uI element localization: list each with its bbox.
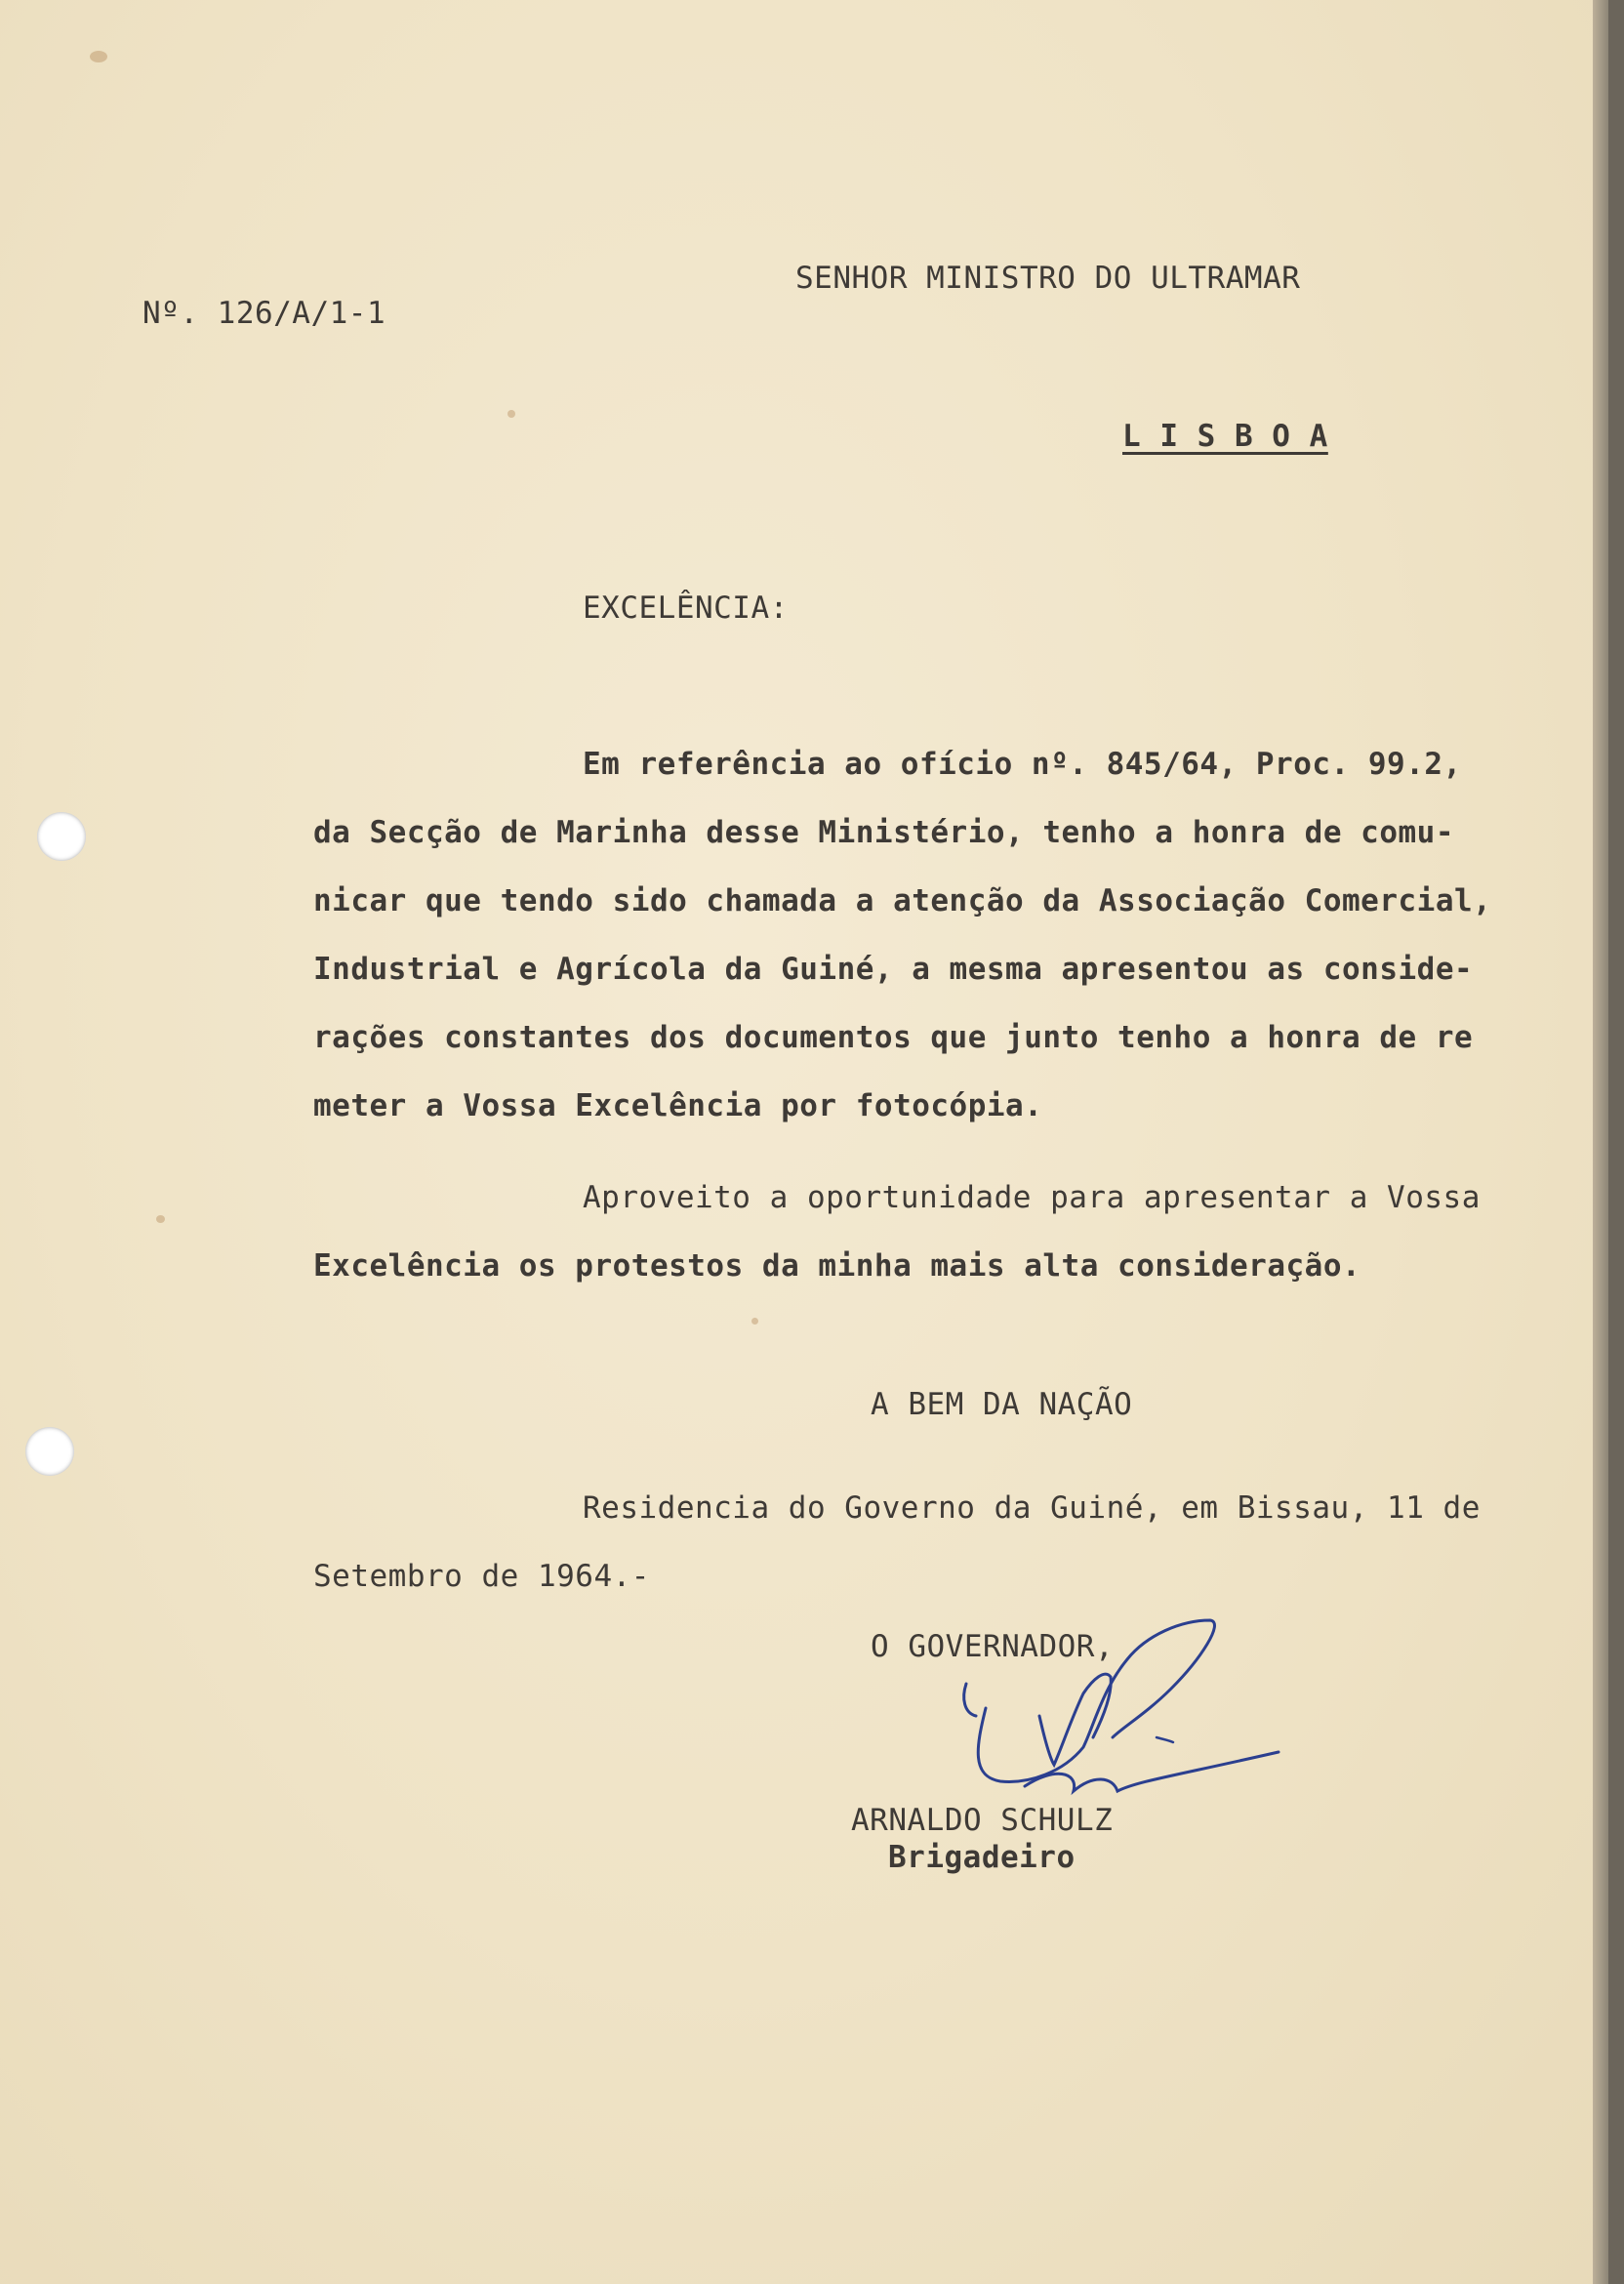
punch-hole-top: [37, 812, 86, 861]
signatory-title: O GOVERNADOR,: [871, 1629, 1115, 1664]
paragraph-2-line: Aproveito a oportunidade para apresentar a Vossa: [583, 1180, 1481, 1215]
stain-mark: [156, 1215, 165, 1223]
paragraph-1-line: rações constantes dos documentos que junto tenho a honra de re: [313, 1020, 1474, 1055]
place-date-line: Residencia do Governo da Guiné, em Bissau, 11 de: [583, 1490, 1481, 1526]
punch-hole-bottom: [25, 1427, 74, 1476]
signatory-rank: Brigadeiro: [888, 1840, 1076, 1875]
paper-edge: [1593, 0, 1608, 2284]
place-date-line: Setembro de 1964.-: [313, 1559, 650, 1594]
paragraph-2-line: Excelência os protestos da minha mais alta consideração.: [313, 1248, 1361, 1284]
handwritten-signature: [947, 1601, 1308, 1815]
signatory-name: ARNALDO SCHULZ: [851, 1803, 1114, 1838]
reference-number: Nº. 126/A/1-1: [142, 296, 386, 331]
paragraph-1-line: meter a Vossa Excelência por fotocópia.: [313, 1088, 1043, 1123]
city-heading: L I S B O A: [1122, 419, 1328, 454]
paragraph-1-line: nicar que tendo sido chamada a atenção da Associação Comercial,: [313, 883, 1492, 918]
stain-mark: [90, 51, 107, 62]
paragraph-1-line: Industrial e Agrícola da Guiné, a mesma apresentou as conside-: [313, 952, 1474, 987]
paragraph-1-line: Em referência ao ofício nº. 845/64, Proc. 99.2,: [583, 747, 1462, 782]
stain-mark: [751, 1318, 758, 1325]
salutation: EXCELÊNCIA:: [583, 591, 789, 626]
stain-mark: [508, 410, 515, 418]
closing-motto: A BEM DA NAÇÃO: [871, 1387, 1133, 1422]
addressee-line: SENHOR MINISTRO DO ULTRAMAR: [795, 261, 1301, 296]
paragraph-1-line: da Secção de Marinha desse Ministério, tenho a honra de comu-: [313, 815, 1454, 850]
